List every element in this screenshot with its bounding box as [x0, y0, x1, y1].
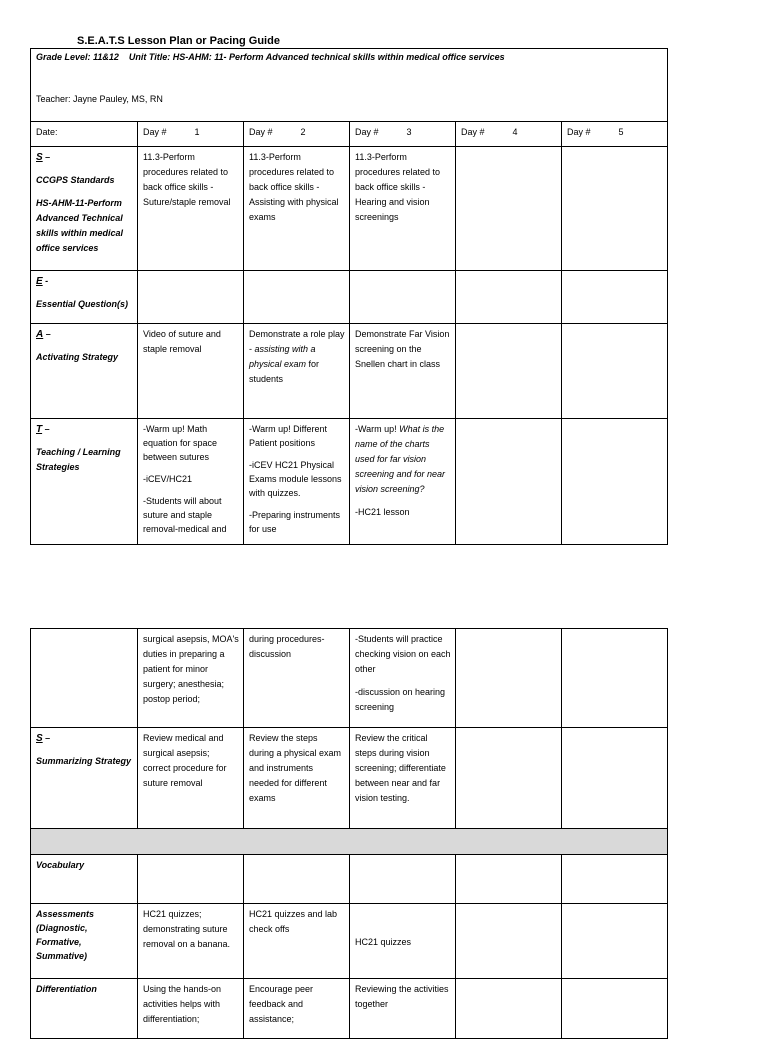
summarizing-label: Summarizing Strategy: [36, 756, 132, 766]
continued-day-3: -Students will practice checking vision on each other -discussion on hearing screening: [350, 629, 456, 728]
day-1-header: [138, 122, 244, 147]
t-letter: T: [36, 424, 43, 435]
day-label: Day #: [355, 127, 379, 137]
summarizing-day-1: Review medical and surgical asepsis; correct procedure for suture removal: [138, 728, 244, 829]
assessments-label-cell: [31, 904, 138, 979]
activating-day-5: [562, 324, 668, 419]
summarizing-day-5: [562, 728, 668, 829]
standards-label-cell: S – CCGPS Standards HS-AHM-11-Perform Advanced Technical skills within medical office services: [31, 147, 138, 271]
teaching-day-3: -Warm up! What is the name of the charts used for far vision screening and for near vision screening? -HC21 lesson: [350, 419, 456, 545]
summarizing-day-3: Review the critical steps during vision screening; differentiate between near and far vision testing.: [350, 728, 456, 829]
essential-label-cell: E - Essential Question(s): [31, 271, 138, 324]
continued-day-4: [456, 629, 562, 728]
assessments-label: Assessments (Diagnostic, Formative, Summative): [36, 909, 95, 961]
day-2-header: [244, 122, 350, 147]
activating-day-4: [456, 324, 562, 419]
continued-day-1: surgical asepsis, MOA's duties in preparing a patient for minor surgery; anesthesia; postop period;: [138, 629, 244, 728]
day-number: 1: [194, 127, 200, 137]
lesson-plan-table-top: [30, 48, 668, 545]
standards-day-3: 11.3-Perform procedures related to back office skills - Hearing and vision screenings: [350, 147, 456, 271]
teaching-day-5: [562, 419, 668, 545]
assessments-day-4: [456, 904, 562, 979]
essential-label: Essential Question(s): [36, 299, 129, 309]
vocabulary-day-5: [562, 855, 668, 904]
standards-day-1: 11.3-Perform procedures related to back office skills - Suture/staple removal: [138, 147, 244, 271]
activating-row: [31, 324, 668, 419]
assessments-day-5: [562, 904, 668, 979]
standards-code: HS-AHM-11-Perform Advanced Technical skills within medical office services: [36, 198, 124, 253]
day-4-header: [456, 122, 562, 147]
vocabulary-label: Vocabulary: [36, 860, 85, 870]
differentiation-day-2: Encourage peer feedback and assistance;: [244, 979, 350, 1039]
date-label: Date:: [31, 122, 138, 147]
teaching-continued-row: [31, 629, 668, 728]
vocabulary-day-2: [244, 855, 350, 904]
gray-divider-row: [31, 829, 668, 855]
day-number: 4: [512, 127, 518, 137]
day-number: 3: [406, 127, 412, 137]
vocabulary-day-1: [138, 855, 244, 904]
teaching-row: [31, 419, 668, 545]
document-title: S.E.A.T.S Lesson Plan or Pacing Guide: [77, 35, 280, 47]
standards-day-4: [456, 147, 562, 271]
lesson-plan-table-bottom: [30, 628, 668, 1039]
day-number: 5: [618, 127, 624, 137]
gray-divider: [31, 829, 668, 855]
differentiation-day-1: Using the hands-on activities helps with differentiation;: [138, 979, 244, 1039]
day-label: Day #: [249, 127, 273, 137]
standards-day-2: 11.3-Perform procedures related to back office skills - Assisting with physical exams: [244, 147, 350, 271]
activating-day-3: Demonstrate Far Vision screening on the Snellen chart in class: [350, 324, 456, 419]
summarizing-day-2: Review the steps during a physical exam and instruments needed for different exams: [244, 728, 350, 829]
continued-day-5: [562, 629, 668, 728]
day-label: Day #: [461, 127, 485, 137]
continued-day-2: during procedures-discussion: [244, 629, 350, 728]
essential-day-1: [138, 271, 244, 324]
differentiation-row: [31, 979, 668, 1039]
assessments-day-3: HC21 quizzes: [350, 904, 456, 979]
differentiation-day-3: Reviewing the activities together: [350, 979, 456, 1039]
header-cell: [31, 49, 668, 122]
header-row: [31, 49, 668, 122]
date-row: [31, 122, 668, 147]
day-label: Day #: [143, 127, 167, 137]
vocabulary-day-4: [456, 855, 562, 904]
standards-day-5: [562, 147, 668, 271]
e-letter: E: [36, 276, 43, 287]
summarizing-row: [31, 728, 668, 829]
teaching-day-2: -Warm up! Different Patient positions -iCEV HC21 Physical Exams module lessons with quizzes. -Preparing instruments for use: [244, 419, 350, 545]
teaching-day-1: -Warm up! Math equation for space between sutures -iCEV/HC21 -Students will about suture and staple removal-medical and: [138, 419, 244, 545]
day-label: Day #: [567, 127, 591, 137]
assessments-row: [31, 904, 668, 979]
activating-day-1: Video of suture and staple removal: [138, 324, 244, 419]
vocabulary-row: [31, 855, 668, 904]
day-number: 2: [300, 127, 306, 137]
teacher-line: Teacher: Jayne Pauley, MS, RN: [36, 94, 163, 104]
day-3-header: [350, 122, 456, 147]
vocabulary-label-cell: [31, 855, 138, 904]
teaching-day-4: [456, 419, 562, 545]
activating-day-2: Demonstrate a role play - assisting with a physical exam for students: [244, 324, 350, 419]
standards-row: [31, 147, 668, 271]
differentiation-label: Differentiation: [36, 984, 97, 994]
essential-day-2: [244, 271, 350, 324]
essential-day-3: [350, 271, 456, 324]
day-5-header: [562, 122, 668, 147]
a-letter: A: [36, 329, 44, 340]
continued-label-cell: [31, 629, 138, 728]
assessments-day-1: HC21 quizzes; demonstrating suture removal on a banana.: [138, 904, 244, 979]
assessments-day-2: HC21 quizzes and lab check offs: [244, 904, 350, 979]
activating-label: Activating Strategy: [36, 352, 119, 362]
essential-question-row: [31, 271, 668, 324]
teaching-label: Teaching / Learning Strategies: [36, 447, 121, 472]
s-letter: S: [36, 152, 43, 163]
summarizing-label-cell: S – Summarizing Strategy: [31, 728, 138, 829]
standards-label: CCGPS Standards: [36, 175, 115, 185]
essential-day-5: [562, 271, 668, 324]
activating-label-cell: A – Activating Strategy: [31, 324, 138, 419]
s-summarizing-letter: S: [36, 733, 43, 744]
differentiation-day-4: [456, 979, 562, 1039]
grade-unit-line: Grade Level: 11&12 Unit Title: HS-AHM: 11- Perform Advanced technical skills within medical office services: [36, 52, 505, 62]
differentiation-label-cell: [31, 979, 138, 1039]
vocabulary-day-3: [350, 855, 456, 904]
differentiation-day-5: [562, 979, 668, 1039]
essential-day-4: [456, 271, 562, 324]
summarizing-day-4: [456, 728, 562, 829]
teaching-label-cell: T – Teaching / Learning Strategies: [31, 419, 138, 545]
